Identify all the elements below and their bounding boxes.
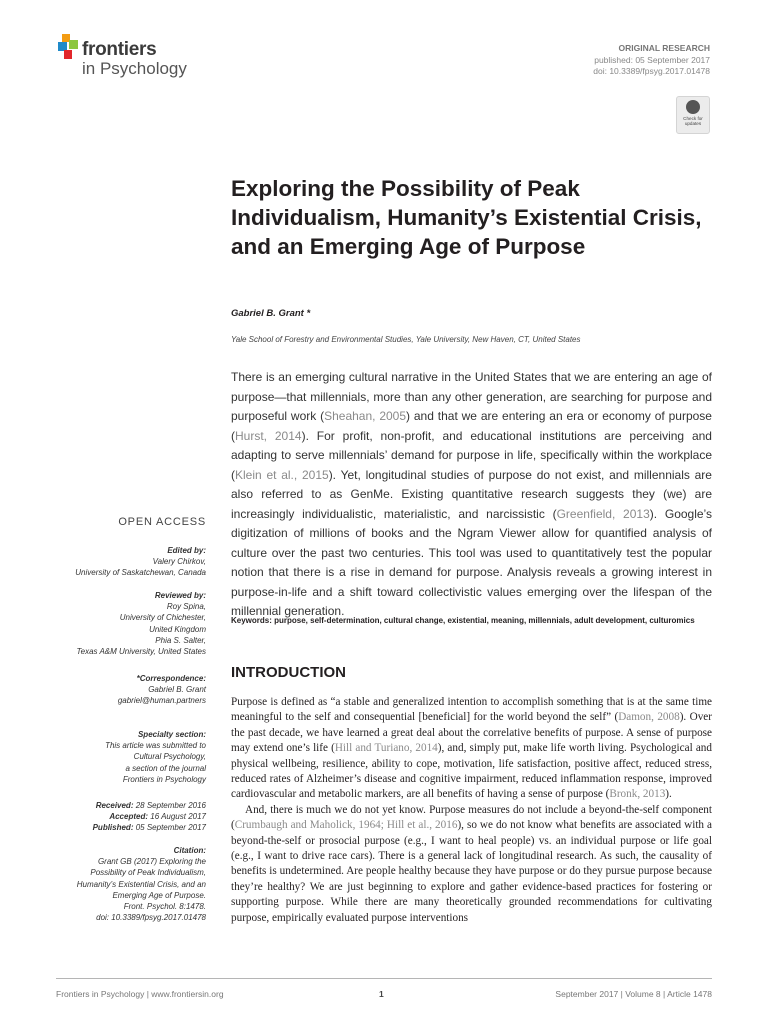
text-run: ). Google’s digitization of millions of books and the Ngram Viewer allow for quantified analysis of culture over the past two centuries. This tool was used to quantitatively test the popular notion that there is a rise in demand for purpose. Analysis reveals a growing interest in purpose-in-life and a shift toward collectivistic values emerging over the lifespan of the millennial generation. [231, 506, 713, 618]
keywords: Keywords: purpose, self-determination, cultural change, existential, meaning, millennials, adult development, culturomics [231, 616, 695, 625]
page-number: 1 [379, 989, 384, 999]
article-title: Exploring the Possibility of Peak Individualism, Humanity’s Existential Crisis, and an Emerging Age of Purpose [231, 176, 702, 259]
citation-link[interactable]: Hurst, 2014 [235, 428, 302, 443]
article-type: ORIGINAL RESEARCH [618, 43, 710, 53]
article-doi: doi: 10.3389/fpsyg.2017.01478 [593, 66, 710, 76]
logo-journal-name: in Psychology [82, 59, 187, 78]
citation-link[interactable]: Hill and Turiano, 2014 [334, 742, 438, 755]
author-name: Gabriel B. Grant * [231, 308, 311, 319]
citation-link[interactable]: Bronk, 2013 [609, 788, 666, 801]
journal-logo [56, 34, 216, 82]
body-paragraph [231, 695, 712, 803]
section-heading-introduction: INTRODUCTION [231, 664, 346, 681]
author-affiliation: Yale School of Forestry and Environmental Studies, Yale University, New Haven, CT, United States [231, 335, 581, 344]
logo-frontiers-word: frontiers [82, 39, 157, 60]
check-for-updates-button[interactable] [676, 96, 710, 134]
text-run: ). Over the past decade, we have learned a great deal about the correlative benefits of purpose. A sense of purpose may extend one’s life ( [231, 711, 712, 755]
text-run: Purpose is defined as “a stable and generalized intention to accomplish something that is at the same time meaningful to the self and consequential [beneficial] for the world beyond the self” ( [231, 696, 712, 724]
text-run: ) and that we are entering an era or economy of purpose ( [231, 409, 712, 443]
sidebar-reviewed-by: Reviewed by: Roy Spina, University of Chichester, United Kingdom Phia S. Salter, Texas A&M University, United States [76, 591, 206, 657]
frontiers-logo-icon [56, 34, 80, 60]
text-run: ), so we do not know what benefits are associated with a beyond-the-self or prosocial purpose (e.g., I want to heal people) vs. an individual purpose or life goal (e.g., I want to drive race cars). There is a general lack of longitudinal research. As such, the causality of benefits is undetermined. Are people healthy because they have purpose or do they pursue purpose because they’re healthy? We are just beginning to explore and gather evidence-based practices for fostering or supporting purpose. While there are many theoretically grounded recommendations for cultivating purpose, empirically evaluated purpose interventions [231, 819, 712, 924]
publication-info [593, 55, 710, 77]
check-updates-label: Check for updates [683, 116, 703, 126]
check-updates-icon [686, 100, 700, 114]
citation-link[interactable]: Klein et al., 2015 [235, 467, 329, 482]
sidebar-edited-by: Edited by: Valery Chirkov, University of Saskatchewan, Canada [75, 546, 206, 578]
citation-link[interactable]: Crumbaugh and Maholick, 1964; Hill et al., 2016 [234, 819, 458, 832]
abstract [231, 368, 712, 622]
published-date: published: 05 September 2017 [594, 55, 710, 65]
text-run: ), and, simply put, make life worth living. Psychological and physical wellbeing, resilience, ability to cope, motivation, life satisfaction, positive affect, reduced stress, reduced rates of Alzheimer’s disease and cognitive impairment, reduced inflammation response, improved cardiovascular and metabolic markers, are all benefits of having a sense of purpose ( [231, 742, 712, 801]
text-run: ). [665, 788, 672, 801]
sidebar-correspondence: *Correspondence: Gabriel B. Grant gabriel@human.partners [40, 673, 206, 707]
text-run: ). For profit, non-profit, and educational institutions are perceiving and adapting to serve millennials’ demand for purpose in life, specifically within the workplace ( [231, 428, 712, 482]
text-run: There is an emerging cultural narrative in the United States that we are entering an age of purpose—that millennials, more than any other generation, are searching for purpose and purposeful work ( [231, 370, 712, 423]
citation-link[interactable]: Damon, 2008 [618, 711, 680, 724]
sidebar-citation: Citation: Grant GB (2017) Exploring the Possibility of Peak Individualism, Humanity’s Existential Crisis, and an Emerging Age of Purpose. Front. Psychol. 8:1478. doi: 10.3389/fpsyg.2017.01478 [76, 846, 206, 923]
footer-journal-link[interactable]: Frontiers in Psychology | www.frontiersin.org [56, 989, 224, 999]
text-run: And, there is much we do not yet know. Purpose measures do not include a beyond-the-self component ( [231, 803, 712, 832]
text-run: ). Yet, longitudinal studies of purpose do not exist, and millennials are also referred to as GenMe. Existing quantitative research suggests they (we) are increasingly individualistic, materialistic, and narcissistic ( [231, 467, 712, 521]
citation-link[interactable]: Greenfield, 2013 [556, 506, 650, 521]
open-access-label: OPEN ACCESS [118, 516, 206, 528]
introduction-body [231, 695, 712, 926]
footer-issue-info: September 2017 | Volume 8 | Article 1478 [555, 989, 712, 999]
sidebar-specialty-section: Specialty section: This article was submitted to Cultural Psychology, a section of the journal Frontiers in Psychology [105, 730, 206, 784]
footer-divider [56, 978, 712, 979]
citation-link[interactable]: Sheahan, 2005 [324, 409, 407, 423]
body-paragraph [231, 803, 712, 926]
sidebar-dates: Received: 28 September 2016 Accepted: 16 August 2017 Published: 05 September 2017 [92, 801, 206, 833]
correspondence-email-link[interactable]: gabriel@human.partners [117, 696, 206, 706]
